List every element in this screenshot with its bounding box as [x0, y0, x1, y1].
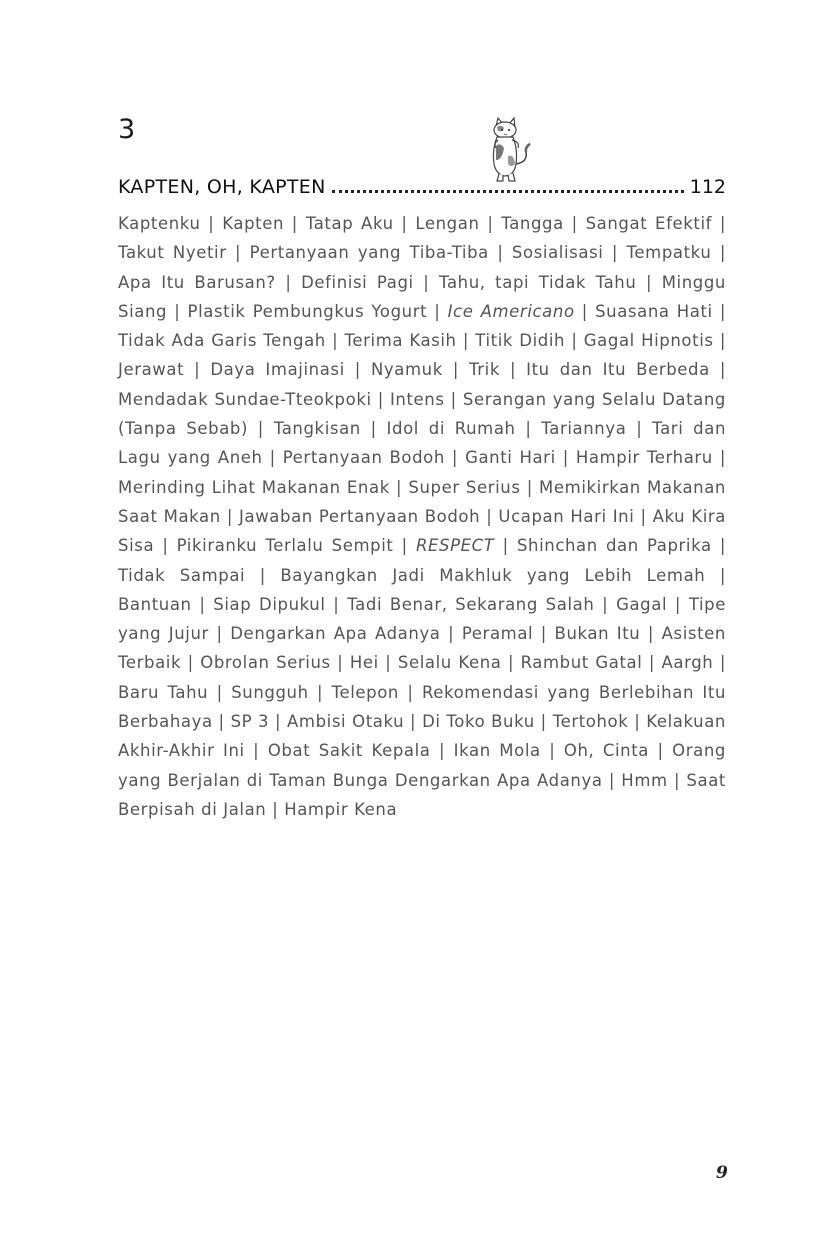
contents-segment: | Suasana Hati | Tidak Ada Garis Tengah | Terima Kasih | Titik Didih | Gagal Hipnotis | Jerawat | Daya Imajinasi | Nyamuk | Trik | Itu dan Itu Berbeda | Mendadak Sundae-Tteokpoki | Intens | Serangan yang Selalu Datang (Tanpa Sebab) | Tangkisan | Idol di Rumah | Tariannya | Tari dan Lagu yang Aneh | Pertanyaan Bodoh | Ganti Hari | Hampir Terharu | Merinding Lihat Makanan Enak | Super Serius | Memikirkan Makanan Saat Makan | Jawaban Pertanyaan Bodoh | Ucapan Hari Ini | Aku Kira Sisa | Pikiranku Terlalu Sempit | [118, 301, 726, 556]
chapter-number: 3 [118, 114, 136, 145]
chapter-page-number: 112 [689, 176, 726, 198]
toc-entry [118, 167, 726, 197]
contents-segment-italic: Ice Americano [447, 301, 575, 321]
chapter-title: KAPTEN, OH, KAPTEN [118, 176, 326, 198]
chapter-contents-list [118, 209, 726, 824]
contents-segment: | Shinchan dan Paprika | Tidak Sampai | Bayangkan Jadi Makhluk yang Lebih Lemah | Bantuan | Siap Dipukul | Tadi Benar, Sekarang Salah | Gagal | Tipe yang Jujur | Dengarkan Apa Adanya | Peramal | Bukan Itu | Asisten Terbaik | Obrolan Serius | Hei | Selalu Kena | Rambut Gatal | Aargh | Baru Tahu | Sungguh | Telepon | Rekomendasi yang Berlebihan Itu Berbahaya | SP 3 | Ambisi Otaku | Di Toko Buku | Tertohok | Kelakuan Akhir-Akhir Ini | Obat Sakit Kepala | Ikan Mola | Oh, Cinta | Orang yang Berjalan di Taman Bunga Dengarkan Apa Adanya | Hmm | Saat Berpisah di Jalan | Hampir Kena [118, 536, 727, 819]
page-number: 9 [716, 1163, 728, 1183]
contents-segment: Kaptenku | Kapten | Tatap Aku | Lengan | Tangga | Sangat Efektif | Takut Nyetir | Pertanyaan yang Tiba-Tiba | Sosialisasi | Tempatku | Apa Itu Barusan? | Definisi Pagi | Tahu, tapi Tidak Tahu | Minggu Siang | Plastik Pembungkus Yogurt | [118, 214, 726, 321]
contents-segment-italic: RESPECT [415, 536, 495, 556]
toc-leader-dots [332, 190, 684, 193]
